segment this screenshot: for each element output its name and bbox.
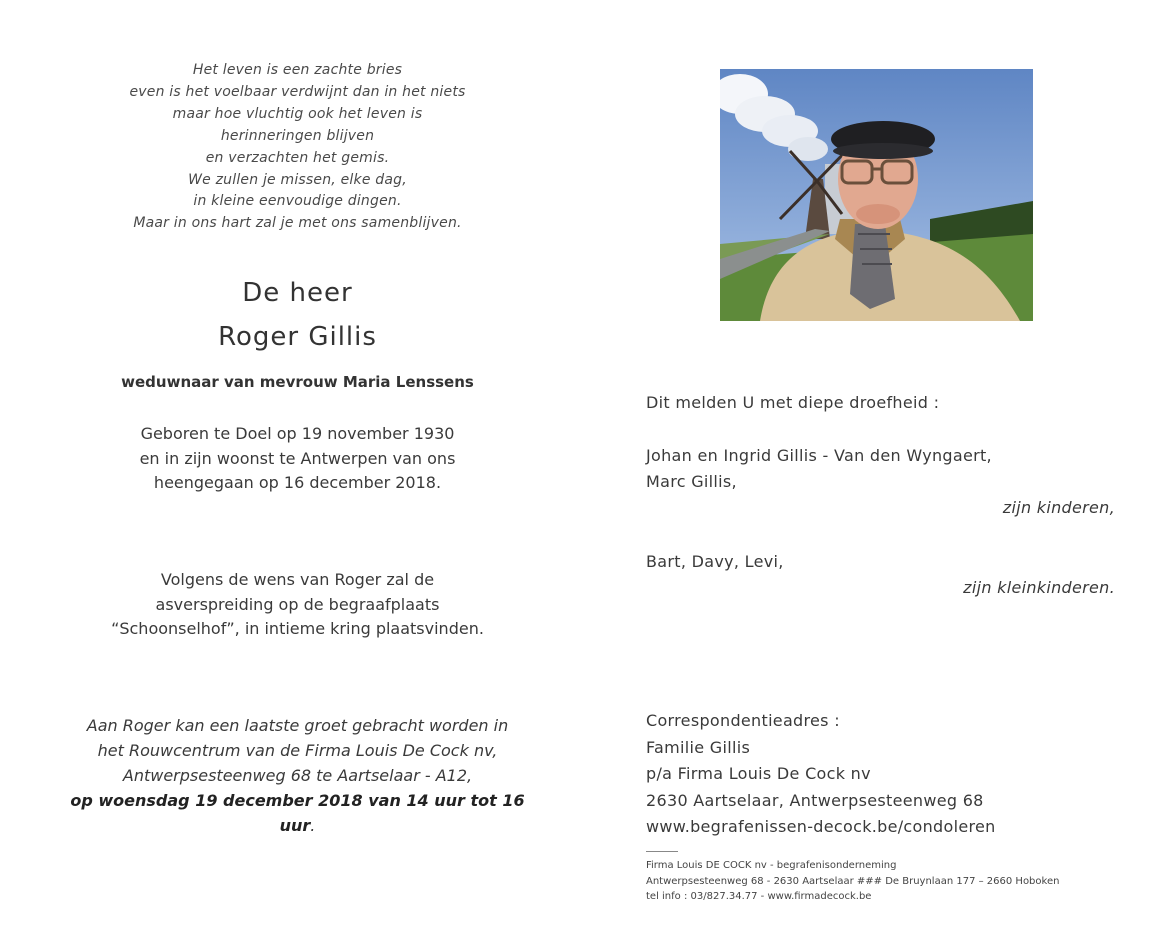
poem-line: en verzachten het gemis. [205, 149, 390, 166]
birth-text [60, 422, 535, 496]
address-line: Correspondentieadres : [646, 711, 840, 730]
farewell-line: het Rouwcentrum van de Firma Louis De Cock nv, [97, 741, 498, 760]
address-line: Familie Gillis [646, 737, 751, 757]
farewell-line: Antwerpsesteenweg 68 te Aartselaar - A12, [122, 766, 473, 785]
visit-period: . [310, 816, 316, 835]
address-line: p/a Firma Louis De Cock nv [646, 764, 871, 783]
funeral-home-footer [646, 858, 1059, 905]
salutation: De heer [242, 278, 353, 308]
portrait-photo [720, 69, 1033, 321]
footer-divider [646, 851, 678, 852]
footer-line: tel info : 03/827.34.77 - www.firmadecock.be [646, 891, 872, 902]
farewell-line: Aan Roger kan een laatste groet gebracht worden in [86, 716, 509, 735]
birth-line: en in zijn woonst te Antwerpen van ons [139, 448, 456, 468]
poem-line: Het leven is een zachte bries [192, 62, 403, 78]
grandchildren-names: Bart, Davy, Levi, [646, 552, 784, 571]
poem [60, 60, 535, 235]
poem-line: Maar in ons hart zal je met ons samenblijven. [133, 215, 462, 232]
birth-line: Geboren te Doel op 19 november 1930 [140, 424, 455, 443]
wish-text [60, 568, 535, 642]
footer-line: Firma Louis DE COCK nv - begrafenisonderneming [646, 860, 897, 871]
birth-line: heengegaan op 16 december 2018. [153, 473, 442, 492]
wish-line: asverspreiding op de begraafplaats [155, 594, 440, 614]
poem-line: We zullen je missen, elke dag, [188, 171, 407, 188]
announcement-intro: Dit melden U met diepe droefheid : [646, 393, 940, 412]
poem-line: even is het voelbaar verdwijnt dan in het niets [129, 83, 466, 100]
condolence-link[interactable]: www.begrafenissen-decock.be/condoleren [646, 817, 996, 836]
wish-line: “Schoonselhof”, in intieme kring plaatsvinden. [111, 619, 484, 638]
correspondence-address [646, 708, 996, 841]
wish-line: Volgens de wens van Roger zal de [160, 570, 435, 589]
visit-time: op woensdag 19 december 2018 van 14 uur tot 16 uur [70, 791, 525, 835]
widower-line: weduwnaar van mevrouw Maria Lenssens [121, 373, 474, 391]
poem-line: herinneringen blijven [220, 127, 375, 144]
poem-line: in kleine eenvoudige dingen. [193, 193, 402, 210]
deceased-name: Roger Gillis [218, 322, 377, 352]
children-names-2: Marc Gillis, [646, 472, 737, 491]
footer-line: Antwerpsesteenweg 68 - 2630 Aartselaar ### De Bruynlaan 177 – 2660 Hoboken [646, 875, 1060, 887]
children-label: zijn kinderen, [1002, 498, 1115, 517]
children-names-1: Johan en Ingrid Gillis - Van den Wyngaert, [646, 446, 992, 465]
poem-line: maar hoe vluchtig ook het leven is [172, 105, 423, 122]
farewell-text [60, 713, 535, 838]
grandchildren-label: zijn kleinkinderen. [963, 578, 1115, 597]
farewell-line-visit [60, 788, 535, 838]
address-line: 2630 Aartselaar, Antwerpsesteenweg 68 [646, 790, 984, 810]
